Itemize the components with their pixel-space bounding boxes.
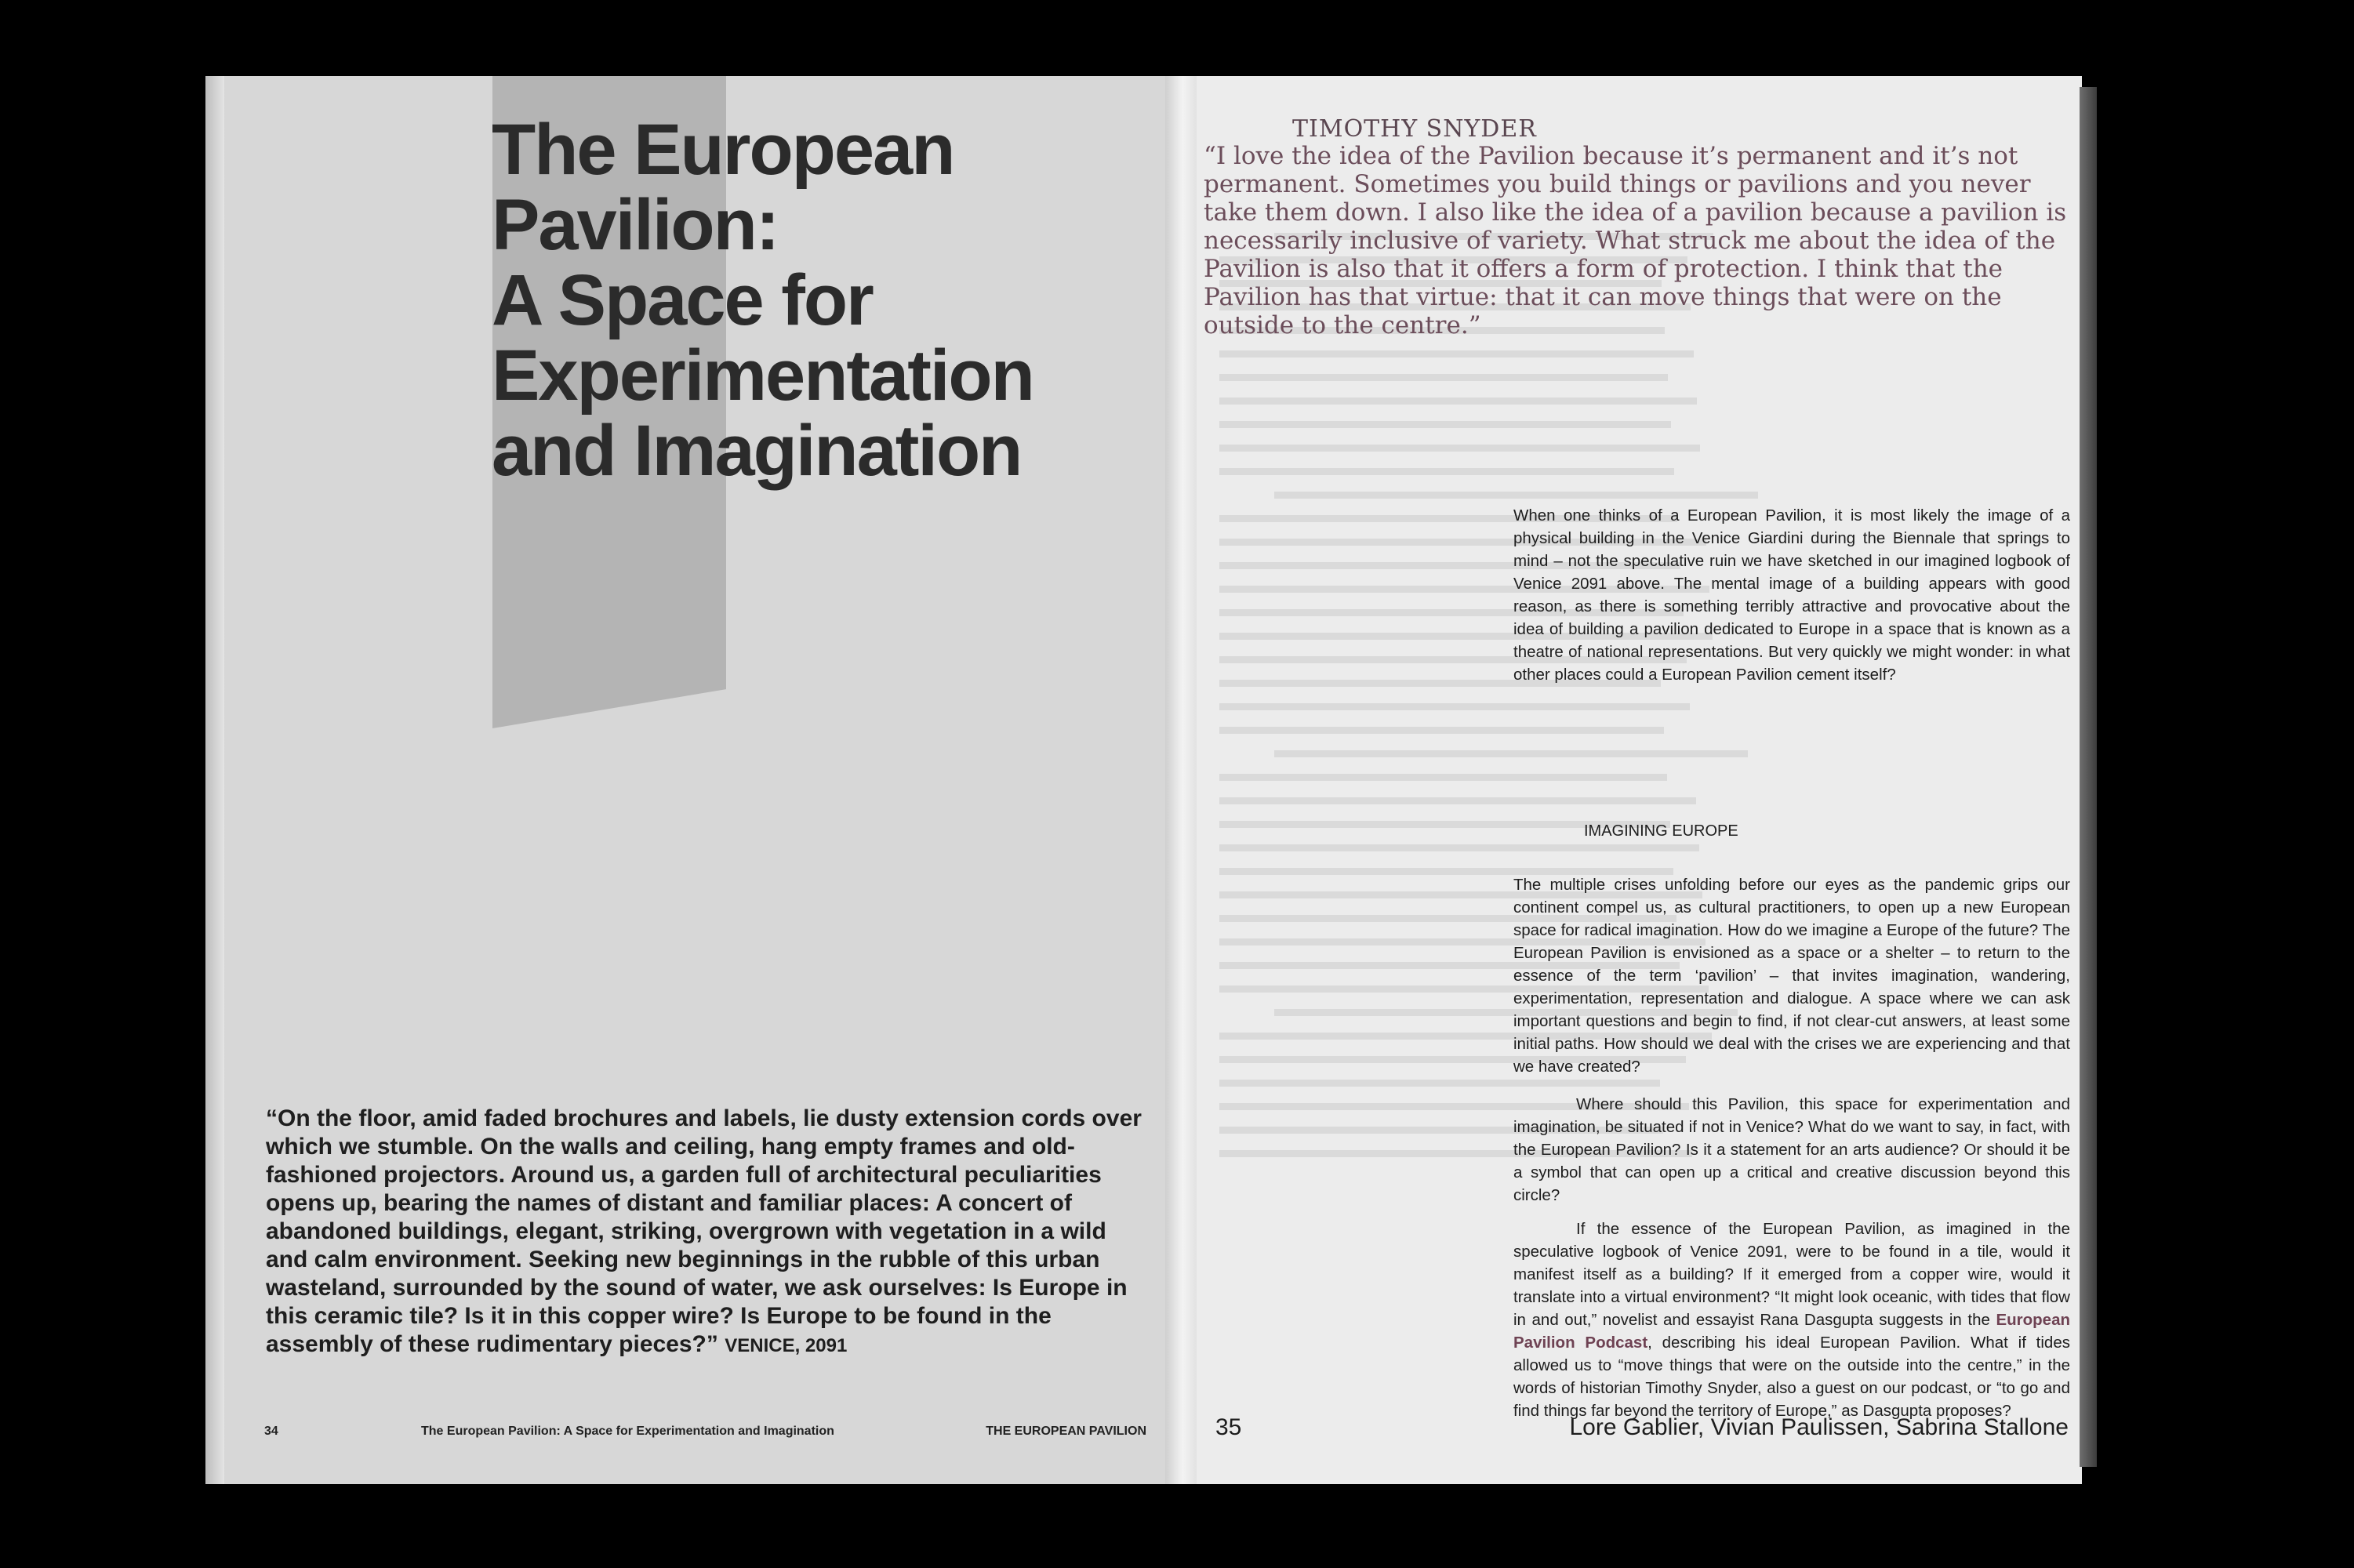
title-line: A Space for [492,260,873,340]
article-title [492,110,1135,491]
right-page [1180,76,2082,1484]
opening-quote-text: “On the floor, amid faded brochures and labels, lie dusty extension cords over which we stumble. On the walls and ceiling, hang empty frames and old-fashioned projectors. Around us, a garden full of architectural peculiarities opens up, bearing the names of distant and familiar places: A concert of abandoned buildings, elegant, striking, overgrown with vegetation in a wild and calm environment. Seeking new beginnings in the rubble of this urban wasteland, surrounded by the sound of water, we ask ourselves: Is Europe in this ceramic tile? Is it in this copper wire? Is Europe to be found in the assembly of these rudimentary pieces?” [266,1105,1142,1357]
speaker-quote: “I love the idea of the Pavilion because it’s permanent and it’s not permanent. Sometimes you build things or pavilions and you never take them down. I also like the idea of a pavilion because a pavilion is necessarily inclusive of variety. What struck me about the idea of the Pavilion is also that it offers a form of protection. I think that the Pavilion has that virtue: that it can move things that were on the outside to the centre.” [1204,142,2067,339]
title-line: The European [492,110,954,190]
body-paragraph [1513,1218,2070,1422]
opening-quote [266,1105,1148,1360]
show-through-line [1274,492,1758,499]
quote-tag: VENICE, 2091 [725,1335,848,1356]
subheading: IMAGINING EUROPE [1584,822,1738,840]
show-through-line [1219,703,1690,710]
body-paragraph: Where should this Pavilion, this space for experimentation and imagination, be situated if not in Venice? What do we want to say, in fact, with the European Pavilion? Is it a statement for an arts audience? Or should it be a symbol that can open up a critical and creative discussion beyond this circle? [1513,1095,2070,1204]
authors: Lore Gablier, Vivian Paulissen, Sabrina Stallone [1569,1414,2069,1440]
gutter [1165,76,1197,1484]
speaker-name: TIMOTHY SNYDER [1292,115,1537,143]
running-title: The European Pavilion: A Space for Experimentation and Imagination [421,1425,834,1438]
show-through-line [1219,445,1700,452]
show-through-line [1219,374,1668,381]
right-footer [1215,1414,2069,1446]
section-name: THE EUROPEAN PAVILION [986,1425,1146,1438]
podcast-link: European Pavilion Podcast [1513,1311,2070,1352]
left-footer [264,1425,1146,1442]
page-number-left: 34 [264,1425,278,1438]
title-line: Experimentation [492,336,1034,416]
show-through-line [1219,350,1694,358]
show-through-line [1219,1080,1660,1087]
page-edges-right [2080,87,2097,1467]
body-paragraph: The multiple crises unfolding before our eyes as the pandemic grips our continent compel us, as cultural practitioners, to open up a new European space for radical imagination. How do we imagine a Europe of the future? The European Pavilion is envisioned as a space or a shelter – to return to the essence of the term ‘pavilion’ – that invites imagination, wandering, experimentation, representation and dialogue. A space where we can ask important questions and begin to find, if not clear-cut answers, at least some initial paths. How should we deal with the crises we are experiencing and that we have created? [1513,876,2070,1076]
show-through-line [1219,468,1674,475]
show-through-line [1219,774,1667,781]
show-through-line [1219,727,1664,734]
show-through-line [1219,421,1671,428]
show-through-line [1219,397,1697,405]
body-paragraph: When one thinks of a European Pavilion, it is most likely the image of a physical building in the Venice Giardini during the Biennale that springs to mind – not the speculative ruin we have sketched in our imagined logbook of Venice 2091 above. The mental image of a building appears with good reason, as there is something terribly attractive and provocative about the idea of building a pavilion dedicated to Europe in a space that is known as a theatre of national representations. But very quickly we might wonder: in what other places could a European Pavilion cement itself? [1513,506,2070,684]
left-page [205,76,1179,1484]
show-through-line [1274,750,1748,757]
title-line: Pavilion: [492,185,779,265]
title-line: and Imagination [492,411,1022,491]
page-edges-left [205,76,224,1484]
paragraph-text: , describing his ideal European Pavilion. What if tides allowed us to “move things that were on the outside into the centre,” in the words of historian Timothy Snyder, also a guest on our podcast, or “to go and find things far beyond the territory of Europe,” as Dasgupta proposes? [1513,1334,2070,1420]
show-through-line [1219,844,1699,851]
show-through-line [1219,797,1696,804]
paragraph-text: If the essence of the European Pavilion, as imagined in the speculative logbook of Venice 2091, were to be found in a tile, would it manifest itself as a building? If it emerged from a copper wire, would it translate into a virtual environment? “It might look oceanic, with tides that flow in and out,” novelist and essayist Rana Dasgupta suggests in the [1513,1220,2070,1329]
page-number-right: 35 [1215,1414,1242,1440]
